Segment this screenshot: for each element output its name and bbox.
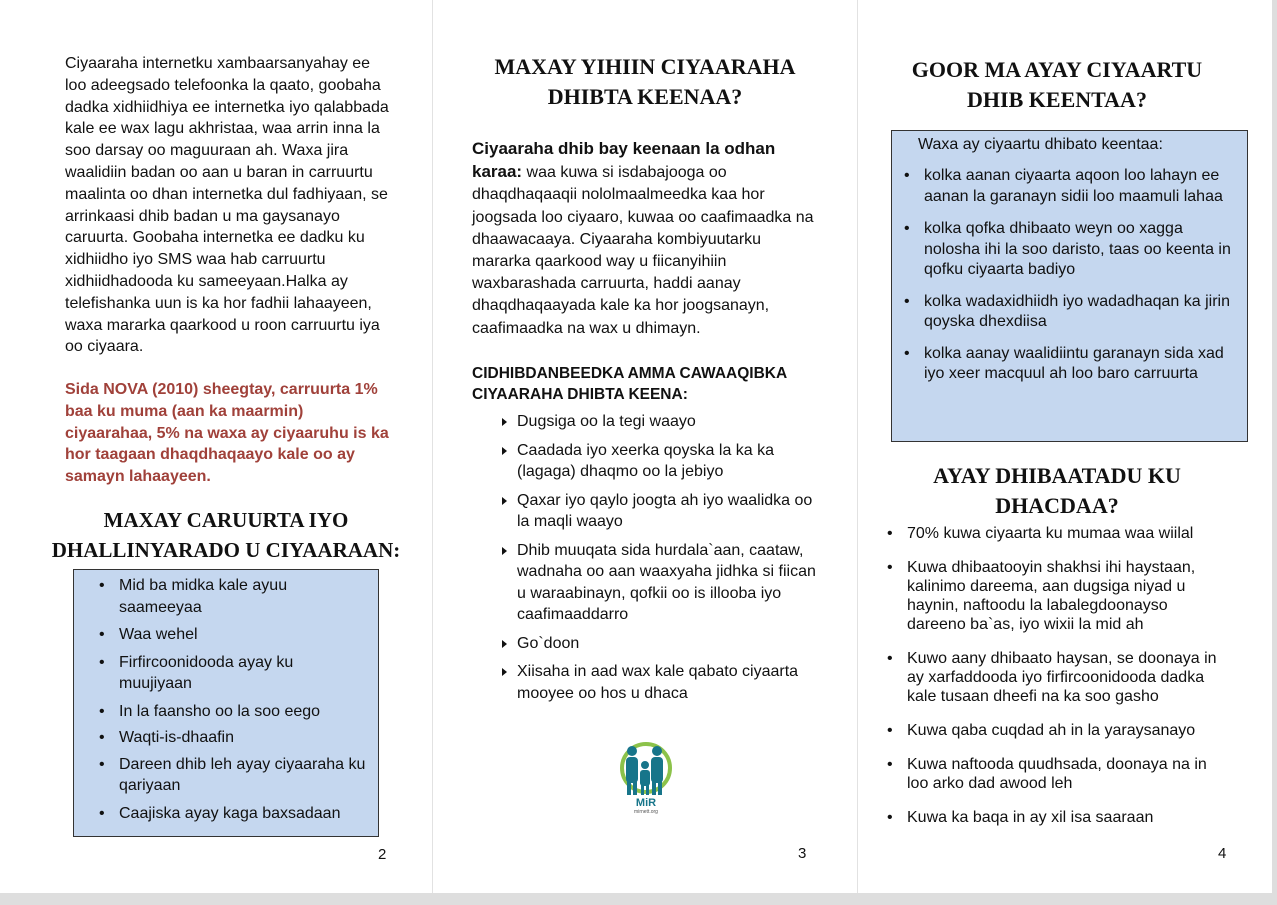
list-item: • kolka qofka dhibaato weyn oo xagga nolosha ihi la soo daristo, taas oo keenta in qofku ciyaarta badiyo	[924, 219, 1234, 281]
section-heading	[20, 505, 432, 565]
section-heading	[858, 461, 1256, 521]
list-item: Qaxar iyo qaylo joogta ah iyo waalidka oo la maqli waayo	[517, 490, 827, 533]
list-item: Xiisaha in aad wax kale qabato ciyaarta mooyee oo hos u dhaca	[517, 661, 827, 704]
definition-term: Ciyaaraha dhib bay keenaan la odhan karaa:	[472, 139, 776, 182]
list-item: Dugsiga oo la tegi waayo	[517, 411, 827, 433]
reasons-list	[119, 575, 369, 824]
list-item: • Dareen dhib leh ayay ciyaaraha ku qariyaan	[119, 754, 369, 797]
definition-paragraph	[472, 138, 822, 340]
section-heading	[433, 52, 857, 112]
heading-line: DHALLINYARADO U CIYAARAAN:	[51, 538, 401, 562]
heading-line: MAXAY YIHIIN CIYAARAHA	[494, 54, 796, 79]
box-intro: Waxa ay ciyaartu dhibato keentaa:	[918, 136, 1163, 153]
affected-list	[907, 524, 1227, 827]
list-item: • Waqti-is-dhaafin	[119, 727, 369, 749]
list-item: • Waa wehel	[119, 624, 369, 646]
page-number: 4	[1218, 845, 1227, 862]
when-box	[891, 130, 1248, 442]
heading-line: DHIBTA KEENAA?	[547, 84, 743, 109]
mir-logo	[616, 738, 676, 818]
heading-line: CIDHIBDANBEEDKA AMMA CAWAAQIBKA	[472, 365, 788, 382]
panel-page-2	[0, 0, 432, 893]
heading-line: DHACDAA?	[995, 493, 1119, 518]
page-edge	[0, 893, 1277, 905]
heading-line: MAXAY CARUURTA IYO	[103, 508, 349, 532]
panel-page-4	[858, 0, 1272, 893]
list-item: • Kuwa qaba cuqdad ah in la yaraysanayo	[907, 721, 1227, 740]
list-item: • kolka wadaxidhiidh iyo wadadhaqan ka jirin qoyska dhexdiisa	[924, 292, 1234, 333]
list-item: • In la faansho oo la soo eego	[119, 701, 369, 723]
panel-page-3	[433, 0, 857, 893]
list-item: Go`doon	[517, 633, 827, 655]
reasons-box	[73, 569, 379, 837]
when-list	[924, 166, 1234, 385]
page-edge	[1272, 0, 1277, 893]
definition-text: waa kuwa si isdabajooga oo dhaqdhaqaaqii nololmaalmeedka kaa hor joogsada loo ciyaaro, kuwaa oo caafimaadka na dhaawacaaya. Ciyaaraha kombiyuutarku mararka qaarkood way u fiicanyihiin waxbarashada carruurta, haddi aanay dhaqdhaqaayada kale ka hor joogsanayn, caafimaadka na wax u dhimayn.	[472, 164, 814, 337]
nova-quote: Sida NOVA (2010) sheegtay, carruurta 1% baa ku muma (aan ka maarmin) ciyaarahaa, 5% na waxa ay ciyaaruhu is ka hor taagaan dhaqdhaqaayo kale oo ay samayn lahaayeen.	[65, 381, 389, 486]
list-item: • Kuwo aany dhibaato haysan, se doonaya in ay xarfaddooda iyo firfircoonidooda dadka kale tusaan dheefi na ka soo gasho	[907, 649, 1227, 706]
family-icon	[616, 738, 676, 802]
list-item: • Mid ba midka kale ayuu saameeyaa	[119, 575, 369, 618]
list-item: • Kuwa ka baqa in ay xil isa saaraan	[907, 808, 1227, 827]
logo-text: MiR	[635, 797, 657, 809]
logo-subtext: mirnett.org	[634, 809, 658, 815]
list-item: Caadada iyo xeerka qoyska la ka ka (lagaga) dhaqmo oo la jebiyo	[517, 440, 827, 483]
heading-line: DHIB KEENTAA?	[967, 87, 1147, 112]
heading-line: GOOR MA AYAY CIYAARTU	[911, 57, 1203, 82]
intro-paragraph: Ciyaaraha internetku xambaarsanyahay ee loo adeegsado telefoonka la qaato, goobaha dadka xidhiidhiya ee internetka iyo qalabbada kale ee wax lagu akhristaa, waa arrin inna la soo darsay oo maguuraan ah. Waxa jira waalidiin badan oo aan u baran in carruurtu maalinta oo dhan internetka dul fadhiyaan, se arrinkaasi dhib badan u ma gaysanayo caruurta. Goobaha internetka ee dadku ku xidhiidho iyo SMS waa hab carruurtu xidhiidhadooda ku sameeyaan.Halka ay telefishanka uun is ka hor fadhii lahaayeen, waxa mararka qaarkood u roon carruurtu iya oo ciyaara.	[65, 55, 389, 356]
list-item: • Kuwa naftooda quudhsada, doonaya na in loo arko dad awood leh	[907, 755, 1227, 793]
list-item: • Caajiska ayay kaga baxsadaan	[119, 803, 369, 825]
list-item: Dhib muuqata sida hurdala`aan, caataw, wadnaha oo aan waaxyaha jidhka si fiican u waraabinayn, qofkii oo is illooba iyo caafimaaddarro	[517, 540, 827, 626]
list-item: • 70% kuwa ciyaarta ku mumaa waa wiilal	[907, 524, 1227, 543]
list-item: • kolka aanan ciyaarta aqoon loo lahayn ee aanan la garanayn sidii loo maamuli lahaa	[924, 166, 1234, 207]
page-number: 3	[798, 845, 807, 862]
heading-line: AYAY DHIBAATADU KU	[933, 463, 1181, 488]
list-item: • Firfircoonidooda ayay ku muujiyaan	[119, 652, 369, 695]
section-heading	[858, 55, 1256, 115]
consequences-heading	[472, 363, 842, 405]
heading-line: CIYAARAHA DHIBTA KEENA:	[472, 386, 688, 403]
list-item: • kolka aanay waalidiintu garanayn sida xad iyo xeer macquul ah loo baro carruurta	[924, 344, 1234, 385]
consequences-list	[517, 411, 827, 704]
page-number: 2	[378, 846, 387, 863]
list-item: • Kuwa dhibaatooyin shakhsi ihi haystaan, kalinimo dareema, aan dugsiga niyad u haynin, naftoodu la labalegdoonayso dareeno ba`as, iyo wixii la mid ah	[907, 558, 1227, 634]
